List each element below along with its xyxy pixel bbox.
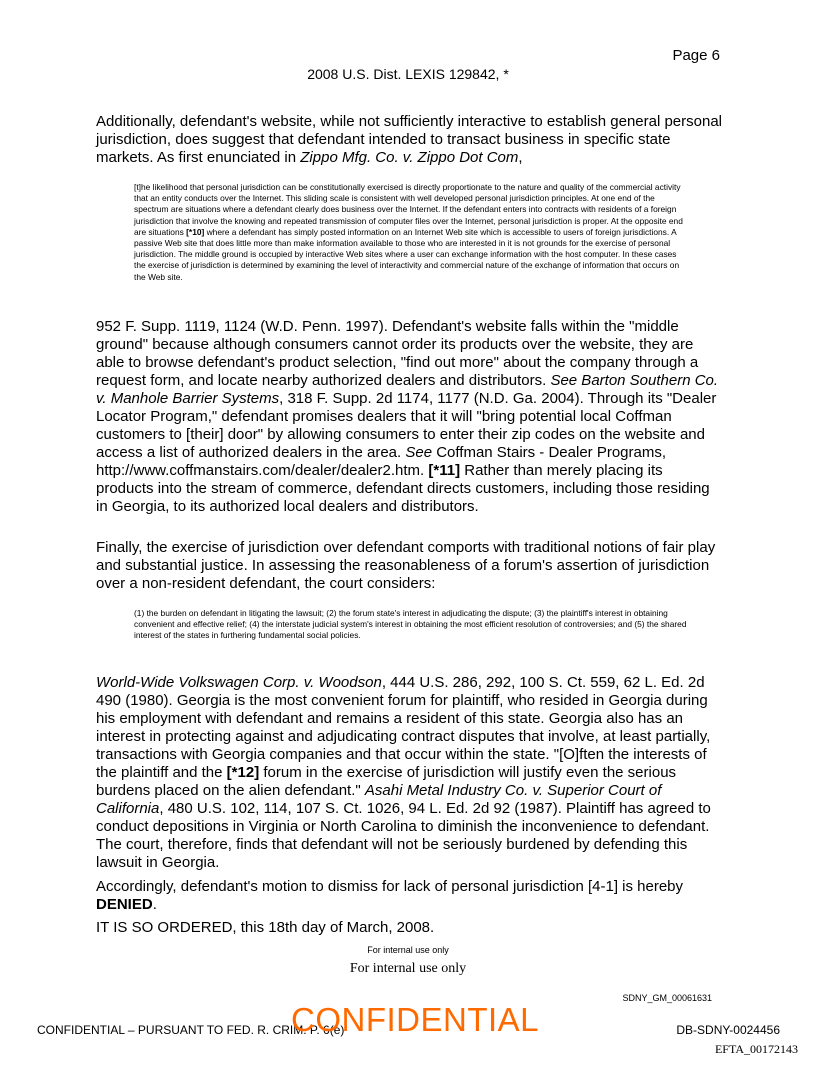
- confidential-stamp: CONFIDENTIAL: [291, 1001, 540, 1038]
- page-number: Page 6: [672, 47, 720, 64]
- running-citation: 2008 U.S. Dist. LEXIS 129842, *: [307, 66, 509, 82]
- block-quote-zippo: [t]he likelihood that personal jurisdiction can be constitutionally exercised is directly proportionate to the nature and quality of the commercial activity that an entity conducts over the Internet. This sliding scale is consistent with well developed personal jurisdiction principles. At one end of the spectrum are situations where a defendant clearly does business over the Internet. If the defendant enters into contracts with residents of a foreign jurisdiction that involve the knowing and repeated transmission of computer files over the Internet, personal jurisdiction is proper. At the opposite end are situations [*10] where a defendant has simply posted information on an Internet Web site which is accessible to users of foreign jurisdictions. A passive Web site that does little more than make information available to those who are interested in it is not grounds for the exercise of personal jurisdiction. The middle ground is occupied by interactive Web sites where a user can exchange information with the host computer. In these cases the exercise of jurisdiction is determined by examining the level of interactivity and commercial nature of the exchange of information that occurs on the Web site.: [134, 182, 683, 282]
- case-citation-zippo: Zippo Mfg. Co. v. Zippo Dot Com: [300, 149, 519, 166]
- paragraph-website-interactivity: Additionally, defendant's website, while not sufficiently interactive to establish general personal jurisdiction, does suggest that defendant intended to transact business in specific state markets. As first enunciated in Zippo Mfg. Co. v. Zippo Dot Com,: [96, 113, 723, 166]
- bates-number-gm: SDNY_GM_00061631: [622, 993, 712, 1003]
- paragraph-middle-ground: 952 F. Supp. 1119, 1124 (W.D. Penn. 1997). Defendant's website falls within the "middle ground" because although consumers cannot order its products over the website, they are able to browse defendant's product selection, "find out more" about the company through a request form, and locate nearby authorized dealers and distributors. See Barton Southern Co. v. Manhole Barrier Systems, 318 F. Supp. 2d 1174, 1177 (N.D. Ga. 2004). Through its "Dealer Locator Program," defendant promises dealers that it will "bring potential local Coffman customers to [their] door" by allowing consumers to enter their zip codes on the website and access a list of authorized dealers in the area. See Coffman Stairs - Dealer Programs, http://www.coffmanstairs.com/dealer/dealer2.htm. [*11] Rather than merely placing its products into the stream of commerce, defendant directs customers, including those residing in Georgia, to its authorized local dealers and distributors.: [96, 318, 719, 515]
- case-citation-world-wide: World-Wide Volkswagen Corp. v. Woodson: [96, 674, 382, 691]
- bates-number-sdny: DB-SDNY-0024456: [676, 1023, 780, 1037]
- confidentiality-notice: CONFIDENTIAL – PURSUANT TO FED. R. CRIM. P. 6(e): [37, 1023, 345, 1037]
- paragraph-fair-play: Finally, the exercise of jurisdiction over defendant comports with traditional notions of fair play and substantial justice. In assessing the reasonableness of a forum's assertion of jurisdiction over a non-resident defendant, the court considers:: [96, 539, 716, 592]
- paragraph-ruling: Accordingly, defendant's motion to dismiss for lack of personal jurisdiction [4-1] is hereby DENIED.: [96, 878, 684, 913]
- efta-number: EFTA_00172143: [714, 1042, 798, 1056]
- paragraph-convenient-forum: World-Wide Volkswagen Corp. v. Woodson, 444 U.S. 286, 292, 100 S. Ct. 559, 62 L. Ed. 2d 490 (1980). Georgia is the most convenient forum for plaintiff, who resided in Georgia during his employment with defendant and remains a resident of this state. Georgia also has an interest in protecting against and adjudicating contract disputes that involve, at least partially, transactions with Georgia companies and that occur within the state. "[O]ften the interests of the plaintiff and the [*12] forum in the exercise of jurisdiction will justify even the serious burdens placed on the alien defendant." Asahi Metal Industry Co. v. Superior Court of California, 480 U.S. 102, 114, 107 S. Ct. 1026, 94 L. Ed. 2d 92 (1987). Plaintiff has agreed to conduct depositions in Virginia or North Carolina to diminish the inconvenience to defendant. The court, therefore, finds that defendant will not be seriously burdened by defending this lawsuit in Georgia.: [96, 674, 711, 871]
- paragraph-so-ordered: IT IS SO ORDERED, this 18th day of March, 2008.: [96, 919, 435, 936]
- internal-use-note: For internal use only: [349, 961, 467, 976]
- block-quote-factors: (1) the burden on defendant in litigating the lawsuit; (2) the forum state's interest in adjudicating the dispute; (3) the plaintiff's interest in obtaining convenient and effective relief; (4) the interstate judicial system's interest in obtaining the most efficient resolution of controversies; and (5) the shared interest of the states in furthering fundamental social policies.: [134, 608, 687, 641]
- star-page-12: [*12]: [226, 764, 260, 781]
- star-page-10: [*10]: [186, 226, 205, 237]
- internal-use-note-small: For internal use only: [367, 945, 449, 955]
- ruling-denied: DENIED: [96, 896, 153, 913]
- case-citation-asahi: Asahi Metal Industry Co. v. Superior Court of California: [96, 782, 662, 817]
- case-citation-barton: Barton Southern Co. v. Manhole Barrier Systems: [96, 372, 719, 407]
- star-page-11: [*11]: [428, 462, 461, 479]
